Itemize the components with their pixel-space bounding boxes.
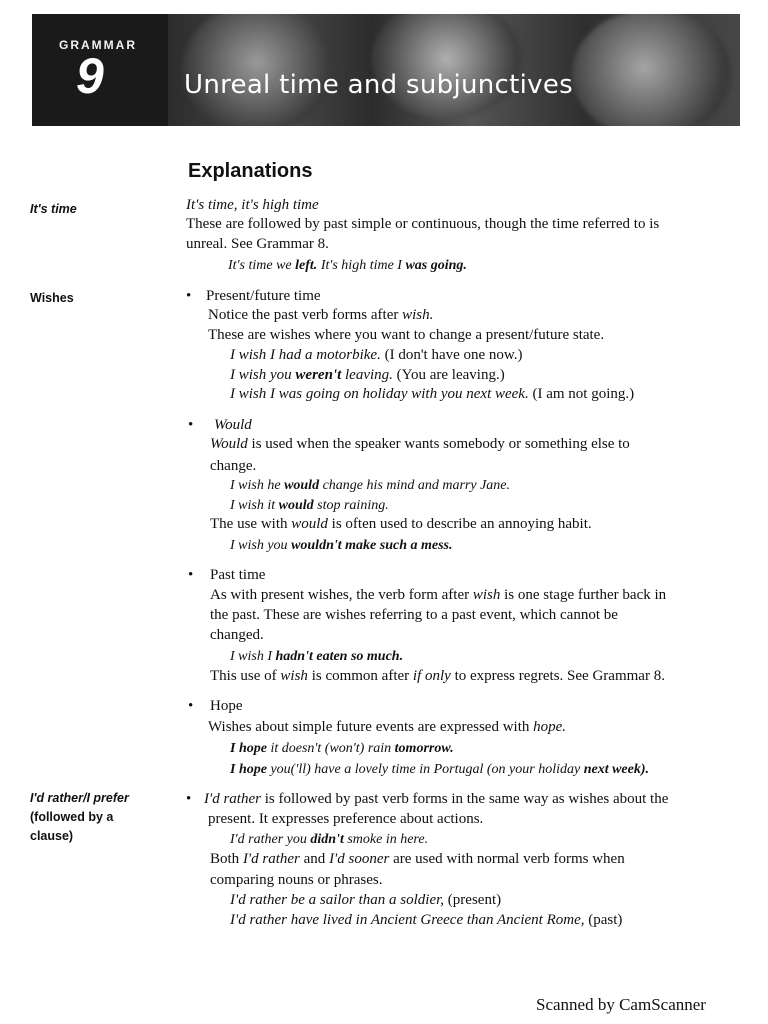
hope-line-1: Wishes about simple future events are expressed with hope.	[208, 719, 567, 735]
hope-heading: Hope	[210, 698, 243, 714]
rather-line-2: present. It expresses preference about actions.	[208, 811, 484, 827]
hope-example-1: I hope it doesn't (won't) rain tomorrow.	[230, 741, 454, 756]
past-line-2: the past. These are wishes referring to a past event, which cannot be	[210, 607, 618, 623]
would-line-2: change.	[210, 458, 257, 474]
banner-photo-face-2	[372, 14, 522, 119]
sidebar-label-wishes: Wishes	[30, 291, 74, 305]
header-banner	[32, 14, 740, 126]
would-example-1: I wish he would change his mind and marry Jane.	[230, 478, 510, 493]
present-example-1: I wish I had a motorbike. (I don't have one now.)	[230, 347, 523, 363]
bullet-hope: •	[188, 698, 194, 714]
bullet-present: •	[186, 288, 192, 304]
rather-line-1: I'd rather is followed by past verb forms in the same way as wishes about the	[204, 791, 669, 807]
rather-line-4: comparing nouns or phrases.	[210, 872, 383, 888]
past-example-1: I wish I hadn't eaten so much.	[230, 649, 404, 664]
rather-example-1: I'd rather you didn't smoke in here.	[230, 832, 429, 847]
section-heading: Explanations	[188, 160, 313, 182]
sidebar-label-its-time: It's time	[30, 202, 77, 216]
bullet-would: •	[188, 417, 194, 433]
rather-example-3: I'd rather have lived in Ancient Greece than Ancient Rome, (past)	[230, 912, 623, 928]
would-line-1: Would is used when the speaker wants somebody or something else to	[210, 436, 630, 452]
would-heading: Would	[214, 417, 252, 433]
bullet-past: •	[188, 567, 194, 583]
would-line-3: The use with would is often used to describe an annoying habit.	[210, 516, 592, 532]
past-line-4: This use of wish is common after if only to express regrets. See Grammar 8.	[210, 668, 665, 684]
page-title: Unreal time and subjunctives	[184, 70, 573, 100]
grammar-number: 9	[76, 48, 104, 104]
bullet-rather: •	[186, 791, 192, 807]
banner-photo-face-3	[572, 14, 732, 126]
sidebar-label-rather: I'd rather/I prefer (followed by a clause)	[30, 791, 129, 843]
present-line-1: Notice the past verb forms after wish.	[208, 307, 434, 323]
its-time-text-2: unreal. See Grammar 8.	[186, 236, 329, 252]
present-example-2: I wish you weren't leaving. (You are leaving.)	[230, 367, 505, 383]
past-heading: Past time	[210, 567, 266, 583]
rather-line-3: Both I'd rather and I'd sooner are used with normal verb forms when	[210, 851, 625, 867]
grammar-label: GRAMMAR	[59, 38, 137, 52]
its-time-heading: It's time, it's high time	[186, 197, 319, 213]
present-line-2: These are wishes where you want to change a present/future state.	[208, 327, 605, 343]
its-time-example: It's time we left. It's high time I was going.	[228, 258, 467, 273]
present-heading: Present/future time	[206, 288, 321, 304]
present-example-3: I wish I was going on holiday with you next week. (I am not going.)	[230, 386, 635, 402]
past-line-1: As with present wishes, the verb form after wish is one stage further back in	[210, 587, 667, 603]
would-example-2: I wish it would stop raining.	[230, 498, 389, 513]
rather-example-2: I'd rather be a sailor than a soldier, (present)	[230, 892, 502, 908]
its-time-text-1: These are followed by past simple or continuous, though the time referred to is	[186, 216, 660, 232]
hope-example-2: I hope you('ll) have a lovely time in Portugal (on your holiday next week).	[230, 762, 650, 777]
would-example-3: I wish you wouldn't make such a mess.	[230, 538, 453, 553]
scanner-watermark: Scanned by CamScanner	[536, 995, 706, 1014]
past-line-3: changed.	[210, 627, 264, 643]
